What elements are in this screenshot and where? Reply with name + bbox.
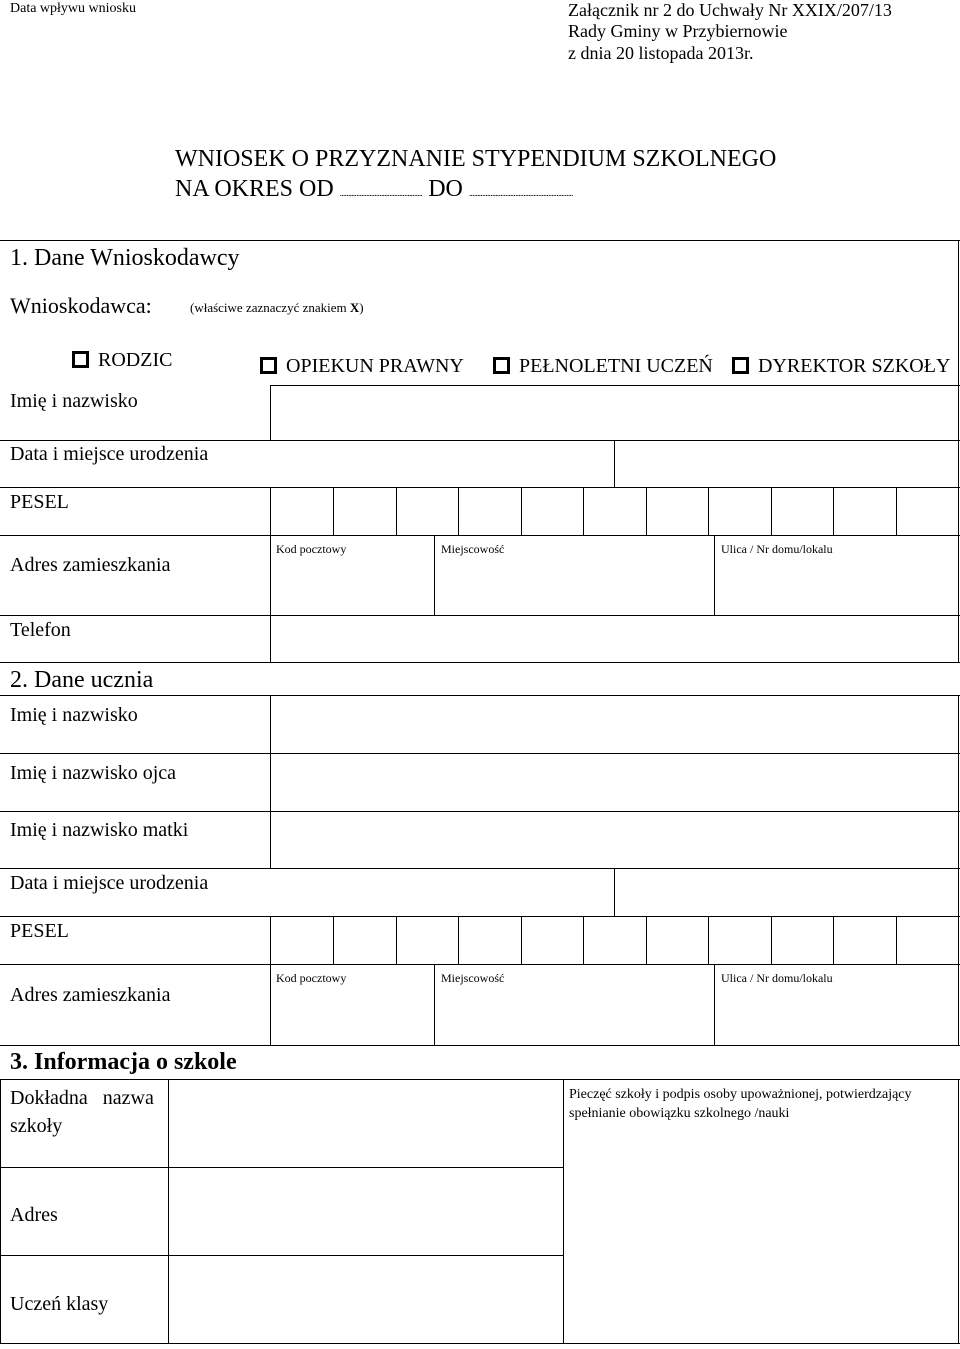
attachment-note-line2: Rady Gminy w Przybiernowie bbox=[568, 21, 788, 41]
school-stamp-note-2: spełnianie obowiązku szkolnego /nauki bbox=[569, 1106, 790, 1121]
student-city-field[interactable] bbox=[436, 990, 712, 1044]
applicant-pesel-label: PESEL bbox=[10, 491, 69, 513]
student-father-field[interactable] bbox=[272, 755, 958, 810]
section1-heading: 1. Dane Wnioskodawcy bbox=[10, 245, 240, 271]
checkbox-uczen[interactable] bbox=[493, 355, 713, 378]
applicant-hint-mark: X bbox=[349, 300, 360, 315]
applicant-name-field[interactable] bbox=[272, 387, 958, 439]
applicant-street-field[interactable] bbox=[716, 560, 958, 614]
school-name-field[interactable] bbox=[170, 1081, 561, 1166]
student-postal-field[interactable] bbox=[272, 990, 432, 1044]
school-stamp-note-1: Pieczęć szkoły i podpis osoby upoważnionej, potwierdzający bbox=[569, 1087, 912, 1102]
checkbox-opiekun-label: OPIEKUN PRAWNY bbox=[286, 355, 464, 377]
applicant-hint bbox=[190, 300, 364, 316]
section3-heading: 3. Informacja o szkole bbox=[10, 1049, 237, 1075]
applicant-label: Wnioskodawca: bbox=[10, 293, 152, 318]
applicant-city-field[interactable] bbox=[436, 560, 712, 614]
school-name-label-1: Dokładna nazwa bbox=[10, 1087, 154, 1109]
student-pesel-label: PESEL bbox=[10, 920, 69, 942]
school-address-field[interactable] bbox=[170, 1169, 561, 1254]
checkbox-rodzic[interactable] bbox=[72, 349, 172, 372]
checkbox-icon bbox=[732, 357, 749, 374]
school-address-label: Adres bbox=[10, 1204, 58, 1226]
checkbox-icon bbox=[493, 357, 510, 374]
student-postal-label: Kod pocztowy bbox=[276, 971, 347, 985]
period-line bbox=[175, 176, 573, 203]
student-class-field[interactable] bbox=[170, 1257, 561, 1342]
attachment-note-line1: Załącznik nr 2 do Uchwały Nr XXIX/207/13 bbox=[568, 0, 892, 20]
student-street-label: Ulica / Nr domu/lokalu bbox=[721, 971, 833, 985]
checkbox-icon bbox=[72, 351, 89, 368]
student-pesel-field[interactable] bbox=[272, 918, 958, 963]
period-from-label: NA OKRES OD bbox=[175, 176, 334, 202]
student-address-label: Adres zamieszkania bbox=[10, 984, 171, 1006]
attachment-note-line3: z dnia 20 listopada 2013r. bbox=[568, 43, 754, 63]
student-birth-field[interactable] bbox=[616, 870, 958, 915]
student-city-label: Miejscowość bbox=[441, 971, 505, 985]
student-birth-label: Data i miejsce urodzenia bbox=[10, 872, 209, 894]
applicant-birth-label: Data i miejsce urodzenia bbox=[10, 443, 209, 465]
applicant-hint-end: ) bbox=[359, 300, 364, 315]
applicant-hint-text: (właściwe zaznaczyć znakiem bbox=[190, 300, 350, 315]
checkbox-uczen-label: PEŁNOLETNI UCZEŃ bbox=[519, 355, 713, 377]
form-title: WNIOSEK O PRZYZNANIE STYPENDIUM SZKOLNEGO bbox=[175, 146, 777, 172]
submission-date-label: Data wpływu wniosku bbox=[10, 1, 136, 16]
applicant-city-label: Miejscowość bbox=[441, 542, 505, 556]
student-father-label: Imię i nazwisko ojca bbox=[10, 762, 177, 784]
student-mother-field[interactable] bbox=[272, 813, 958, 867]
checkbox-opiekun[interactable] bbox=[260, 355, 464, 378]
checkbox-icon bbox=[260, 357, 277, 374]
student-name-label: Imię i nazwisko bbox=[10, 704, 138, 726]
applicant-phone-field[interactable] bbox=[272, 617, 958, 661]
applicant-pesel-field[interactable] bbox=[272, 489, 958, 534]
applicant-name-label: Imię i nazwisko bbox=[10, 390, 138, 412]
period-to-field[interactable]: ............................................................... bbox=[468, 188, 573, 198]
applicant-birth-field[interactable] bbox=[616, 442, 958, 486]
applicant-address-label: Adres zamieszkania bbox=[10, 554, 171, 576]
student-street-field[interactable] bbox=[716, 990, 958, 1044]
period-from-field[interactable]: .................................................. bbox=[339, 188, 423, 198]
checkbox-dyrektor[interactable] bbox=[732, 355, 950, 378]
school-stamp-area[interactable] bbox=[565, 1128, 957, 1342]
student-class-label: Uczeń klasy bbox=[10, 1293, 109, 1315]
checkbox-dyrektor-label: DYREKTOR SZKOŁY bbox=[758, 355, 951, 377]
applicant-postal-field[interactable] bbox=[272, 560, 432, 614]
applicant-street-label: Ulica / Nr domu/lokalu bbox=[721, 542, 833, 556]
student-mother-label: Imię i nazwisko matki bbox=[10, 819, 189, 841]
section2-heading: 2. Dane ucznia bbox=[10, 667, 154, 693]
student-name-field[interactable] bbox=[272, 697, 958, 752]
checkbox-rodzic-label: RODZIC bbox=[98, 349, 173, 371]
period-to-label: DO bbox=[428, 176, 463, 202]
applicant-postal-label: Kod pocztowy bbox=[276, 542, 347, 556]
school-name-label-2: szkoły bbox=[10, 1115, 63, 1137]
applicant-phone-label: Telefon bbox=[10, 619, 71, 641]
